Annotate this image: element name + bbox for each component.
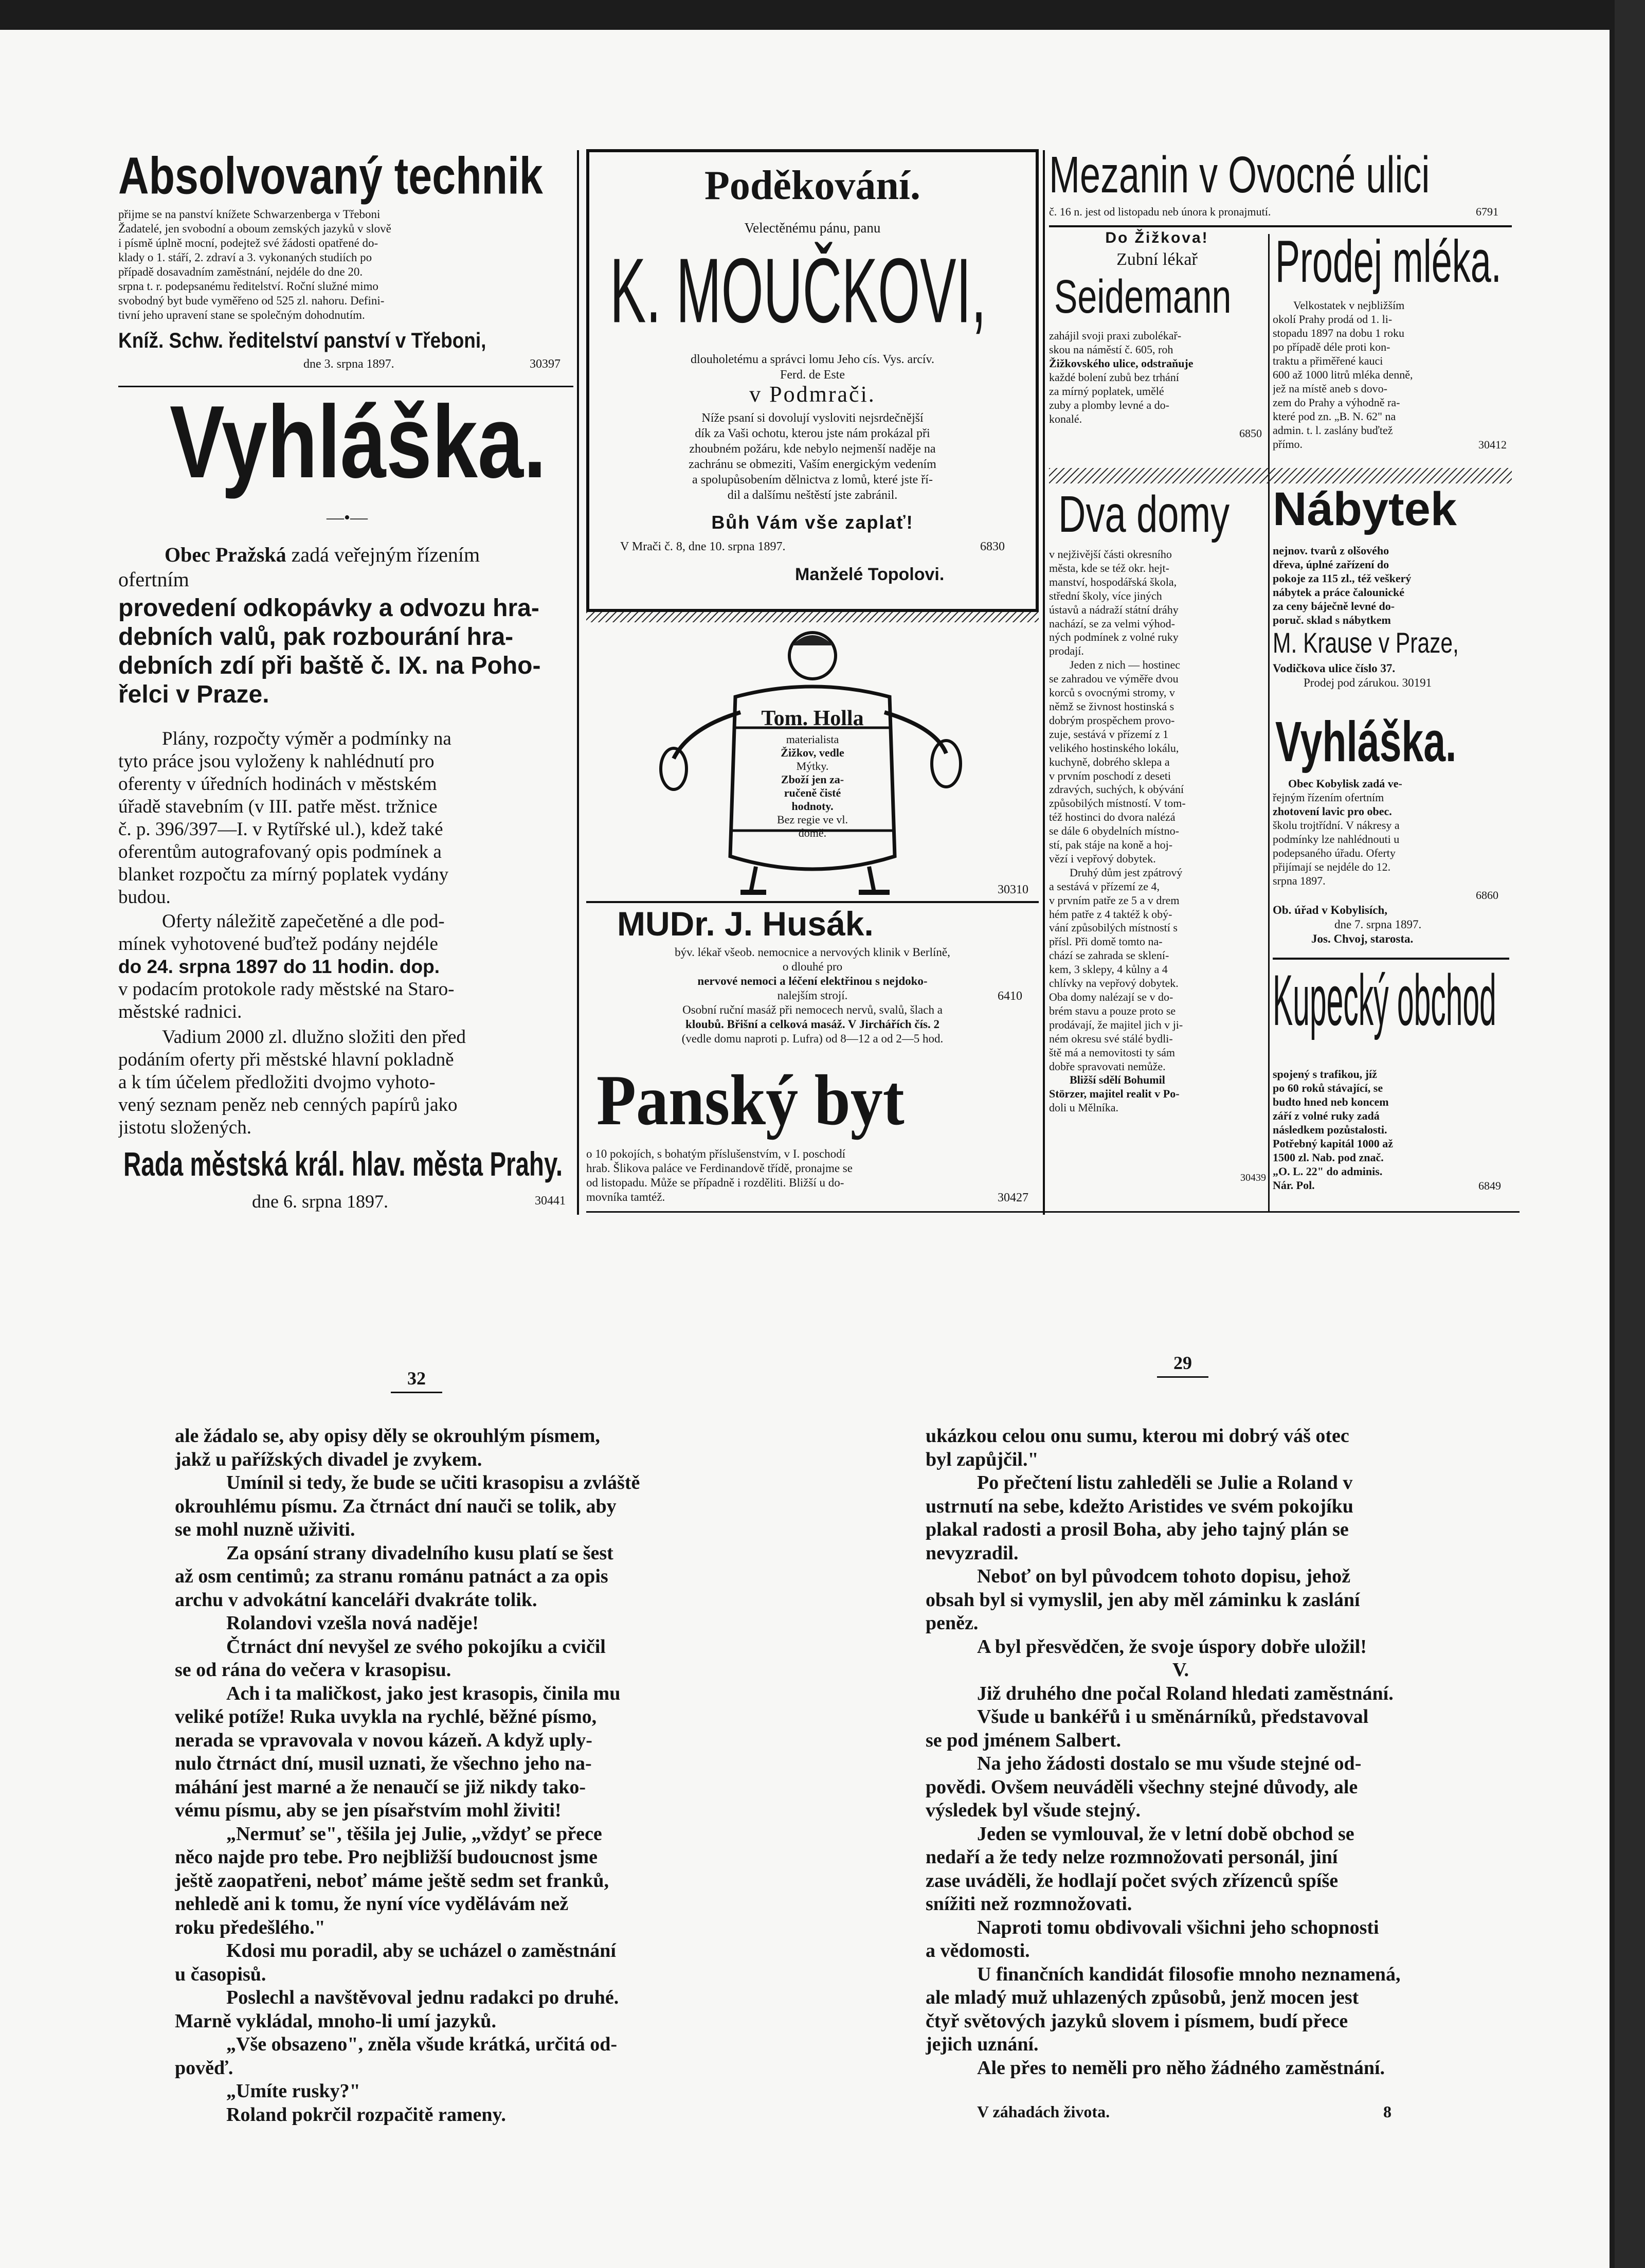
ad-salutation: Velectěnému pánu, panu xyxy=(744,220,881,236)
ad-date: dne 6. srpna 1897. xyxy=(252,1191,388,1212)
ad-line: přísl. Při domě tomto na- xyxy=(1049,935,1163,948)
text-line: povědi. Ovšem neuváděli všechny stejné důvody, ale xyxy=(926,1776,1358,1798)
ad-para xyxy=(118,728,451,909)
ad-line: přijme se na panství knížete Schwarzenberga v Třeboni xyxy=(118,208,381,221)
ad-line: nejnov. tvarů z olšového xyxy=(1273,544,1389,557)
ad-body xyxy=(1273,544,1411,627)
text-line: máhání jest marné a že nenaučí se již nikdy tako- xyxy=(175,1776,586,1798)
ad-line: září z volné ruky zadá xyxy=(1273,1109,1380,1122)
ad-line: prodávají, že majitel jich v ji- xyxy=(1049,1018,1183,1031)
ad-seidemann xyxy=(1049,229,1268,458)
novel-text xyxy=(926,1425,1400,2080)
text-line: se mohl nuzně uživiti. xyxy=(175,1519,355,1540)
ad-line: nalejším strojí. xyxy=(777,989,848,1002)
ad-line: dlouholetému a správci lomu Jeho cís. Vys. arcív. xyxy=(691,353,934,366)
ad-heading: Poděkování. xyxy=(704,163,921,208)
ad-line: 1500 zl. Nab. pod znač. xyxy=(1273,1151,1384,1164)
ad-line: i písmě úplně mocní, podejtež své žádosti opatřené do- xyxy=(118,237,378,249)
ad-line: po 60 roků stávající, se xyxy=(1273,1082,1383,1094)
ad-line: způsobilých místností. V tom- xyxy=(1049,797,1186,810)
ad-line: Potřebný kapitál 1000 až xyxy=(1273,1137,1394,1150)
text-line: peněz. xyxy=(926,1612,979,1634)
ad-signature: Jos. Chvoj, starosta. xyxy=(1311,932,1414,945)
ad-line: němž se živnost hostinská s xyxy=(1049,699,1174,713)
text-line: výsledek byl všude stejný. xyxy=(926,1799,1141,1821)
ad-line: dobře spravovati nemůže. xyxy=(1049,1059,1166,1073)
ad-nabytek xyxy=(1273,486,1509,710)
ad-line: města, kde se též okr. hejt- xyxy=(1049,561,1169,574)
ad-signature: Rada městská král. hlav. města Prahy. xyxy=(123,1145,563,1183)
page-number: 32 xyxy=(407,1368,426,1389)
ad-body xyxy=(1273,1067,1393,1192)
ad-line: „O. L. 22" do adminis. xyxy=(1273,1165,1383,1178)
ad-line: nervové nemoci a léčení elektřinou s nejdoko- xyxy=(697,975,928,987)
ad-holla xyxy=(586,625,1039,903)
ad-code: 30310 xyxy=(998,883,1028,896)
page-footer-number: 8 xyxy=(1383,2102,1391,2121)
text-line: nedaří a že tedy nelze rozmnožovati personál, jiní xyxy=(926,1846,1338,1868)
ad-line: o dlouhé pro xyxy=(782,960,843,973)
ad-heading: Vyhláška. xyxy=(170,388,547,499)
ad-body xyxy=(118,207,571,322)
text-line: „Vše obsazeno", zněla všude krátká, určitá od- xyxy=(226,2033,617,2055)
ad-line: o 10 pokojích, s bohatým příslušenstvím, v I. poschodí xyxy=(586,1147,846,1160)
ad-body xyxy=(740,733,884,840)
page-number-underline xyxy=(391,1392,442,1393)
ad-code: 30412 xyxy=(1478,438,1507,451)
ad-heading: Mezanin v Ovocné ulici xyxy=(1049,147,1430,204)
ad-line: jistotu složených. xyxy=(118,1117,251,1138)
text-line: ustrnutí na sebe, kdežto Aristides ve svém pokojíku xyxy=(926,1495,1353,1517)
ad-header: Do Žižkova! xyxy=(1105,229,1209,246)
novel-page-left xyxy=(175,1368,740,2150)
ad-line: zuby a plomby levné a do- xyxy=(1049,399,1169,411)
ad-husak xyxy=(586,905,1039,1059)
ad-line: kuchyně, dobrého sklepa a xyxy=(1049,755,1170,768)
ad-line: Bez regie ve vl. xyxy=(776,813,848,826)
ad-line: ště má a nemovitosti ty sám xyxy=(1049,1046,1176,1059)
ad-line: jež na místě aneb s dovo- xyxy=(1273,382,1387,395)
ad-line: přímo. xyxy=(1273,438,1303,451)
ad-line: Mýtky. xyxy=(796,760,829,772)
ad-line: a spolupůsobením dělnictva z lomů, které jste ří- xyxy=(692,473,933,487)
text-line: u časopisů. xyxy=(175,1963,266,1985)
ad-body xyxy=(1049,329,1194,426)
ad-warranty-text: Prodej pod zárukou. xyxy=(1304,676,1399,689)
text-line: čtyř světových jazyků slovem i písmem, budí přece xyxy=(926,2010,1348,2032)
text-line: Roland pokrčil rozpačitě rameny. xyxy=(226,2103,506,2126)
ad-vyhlaska-praha xyxy=(118,388,576,1216)
ad-line: brém stavu a pouze proto se xyxy=(1049,1004,1176,1017)
text-line: nulo čtrnáct dní, musil uznati, že všechno jeho na- xyxy=(175,1753,592,1774)
ad-line: též hostinci do dvora nalézá xyxy=(1049,811,1176,824)
ad-body xyxy=(586,945,1039,1046)
ad-technik xyxy=(118,147,573,383)
ad-blessing: Bůh Vám vše zaplať! xyxy=(711,512,914,533)
ad-pansky-byt xyxy=(586,1059,1039,1214)
ad-heading: MUDr. J. Husák. xyxy=(617,905,874,943)
ornament: —•— xyxy=(327,508,368,527)
ad-line: vězí i vepřový dobytek. xyxy=(1049,852,1156,865)
text-line: Umínil si tedy, že bude se učiti krasopisu a zvláště xyxy=(226,1472,640,1493)
text-line: Rolandovi vzešla nová naděje! xyxy=(226,1612,479,1634)
ad-line: kem, 3 sklepy, 4 kůlny a 4 xyxy=(1049,963,1168,976)
ad-line: Níže psaní si dovolují vysloviti nejsrdečnější xyxy=(701,411,924,425)
ad-line: srpna 1897. xyxy=(1273,874,1326,887)
hatched-band xyxy=(1049,468,1512,483)
hatched-band xyxy=(586,612,1039,622)
ad-dva-domy xyxy=(1049,486,1268,1214)
ad-line: zhoubném požáru, kde nebylo nejmenší naděje na xyxy=(689,442,936,456)
ad-line: hrab. Šlikova paláce ve Ferdinandově třídě, pronajme se xyxy=(586,1162,853,1175)
ad-line: č. p. 396/397—I. v Rytířské ul.), kdež také xyxy=(118,819,443,840)
ad-line: pokoje za 115 zl., též veškerý xyxy=(1273,572,1412,585)
ad-line: skou na náměstí č. 605, roh xyxy=(1049,343,1173,356)
ad-name: M. Krause v Praze, xyxy=(1273,626,1459,659)
text-line: Naproti tomu obdivovali všichni jeho schopnosti xyxy=(977,1916,1379,1938)
ad-line: školu trojtřídní. V nákresy a xyxy=(1273,819,1400,832)
ad-line: debních valů, pak rozbourání hra- xyxy=(118,623,514,651)
text-line: pověď. xyxy=(175,2057,233,2079)
ad-line: v prvním patře ze 5 a v drem xyxy=(1049,893,1180,907)
ad-line: každé bolení zubů bez trhání xyxy=(1049,371,1179,384)
ad-para xyxy=(118,1026,466,1139)
text-line: byl zapůjčil." xyxy=(926,1448,1039,1470)
text-line: „Umíte rusky?" xyxy=(226,2080,360,2102)
ad-line: 600 až 1000 litrů mléka denně, xyxy=(1273,368,1413,381)
ad-body xyxy=(589,410,1036,503)
ad-line: (vedle domu naproti p. Lufra) od 8—12 a od 2—5 hod. xyxy=(681,1032,944,1045)
ad-line: dobrým prospěchem provo- xyxy=(1049,713,1175,727)
ad-code: 30427 xyxy=(998,1191,1028,1204)
ad-line: zuje, sestává v přízemí z 1 xyxy=(1049,727,1169,741)
ad-line: hém patře z 4 taktéž k obý- xyxy=(1049,907,1172,921)
page-footer-title: V záhadách života. xyxy=(977,2102,1110,2121)
ad-line: podmínky lze nahlédnouti u xyxy=(1273,833,1400,845)
ad-line: oferentům autografovaný opis podmínek a xyxy=(118,841,442,862)
ad-lead-2: ofertním xyxy=(118,568,189,591)
ad-date: dne 7. srpna 1897. xyxy=(1334,918,1422,931)
ad-line: srpna t. r. podepsanému ředitelství. Roční služné mimo xyxy=(118,280,378,293)
ad-heading: Vyhláška. xyxy=(1275,712,1457,773)
ad-line: zdravých, suchých, k obývání xyxy=(1049,783,1184,796)
ad-line: Osobní ruční masáž při nemocech nervů, svalů, šlach a xyxy=(682,1003,943,1016)
ad-line: blanket rozpočtu za mírný poplatek vydány xyxy=(118,864,449,885)
ad-line: oferenty v úředních hodinách v městském xyxy=(118,773,437,795)
ad-body xyxy=(1049,548,1186,1115)
ad-line: vání způsobilých místností s xyxy=(1049,921,1178,934)
ad-line: za ceny báječně levné do- xyxy=(1273,600,1395,613)
ad-line: dík za Vaši ochotu, kterou jste nám prokázal při xyxy=(695,427,930,440)
ad-line: Žadatelé, jen svobodní a oboum zemských jazyků v slově xyxy=(118,222,391,235)
ad-line: poruč. sklad s nábytkem xyxy=(1273,614,1391,626)
ad-heading: Absolvovaný technik xyxy=(118,147,543,205)
ad-mleka xyxy=(1273,229,1509,463)
ad-line: se zahradou ve výměře dvou xyxy=(1049,672,1179,686)
ad-line: po případě déle proti kon- xyxy=(1273,340,1390,353)
text-line: nevyzradil. xyxy=(926,1542,1019,1564)
text-line: Ach i ta maličkost, jako jest krasopis, činila mu xyxy=(226,1682,621,1704)
ad-line: městské radnici. xyxy=(118,1001,242,1022)
ad-line: řejným řízením ofertním xyxy=(1273,791,1384,804)
ad-title: Zubní lékař xyxy=(1116,250,1198,269)
ad-line: spojený s trafikou, jíž xyxy=(1273,1068,1377,1081)
ad-line: Bližší sdělí Bohumil xyxy=(1070,1073,1165,1087)
ad-line: podáním oferty při městské hlavní pokladně xyxy=(118,1049,454,1070)
ad-line: Störzer, majitel realit v Po- xyxy=(1049,1087,1180,1101)
ad-line: ručeně čisté xyxy=(784,786,841,799)
ad-line: zachránu se obmeziti, Vaším energickým vedením xyxy=(689,458,936,471)
text-line: A byl přesvědčen, že svoje úspory dobře uložil! xyxy=(977,1635,1367,1658)
ad-name: K. MOUČKOVI, xyxy=(610,239,987,343)
ad-line: provedení odkopávky a odvozu hra- xyxy=(118,595,539,622)
ad-line: manství, hospodářská škola, xyxy=(1049,575,1177,588)
ad-line: zahájil svoji praxi zubolékař- xyxy=(1049,329,1182,342)
ad-lead-rest: zadá veřejným řízením xyxy=(291,543,480,566)
ad-code: 30191 xyxy=(1402,676,1432,689)
ad-code: 6849 xyxy=(1478,1179,1501,1192)
ad-line: které pod zn. „B. N. 62" na xyxy=(1273,410,1396,423)
ad-line: Druhý dům jest zpátrový xyxy=(1070,866,1183,879)
ad-lead-bold: Obec Pražská xyxy=(165,543,286,566)
novel-text xyxy=(175,1425,640,2127)
text-line: veliké potíže! Ruka uvykla na rychlé, běžné písmo, xyxy=(175,1706,597,1727)
ad-line: v nejživější části okresního xyxy=(1049,548,1172,561)
ad-line: chlívky na vepřový dobytek. xyxy=(1049,977,1179,990)
ad-line: Žižkovského ulice, odstraňuje xyxy=(1049,357,1194,370)
ad-heading: Dva domy xyxy=(1058,486,1230,543)
text-line: V. xyxy=(1172,1659,1189,1681)
ad-line: Žižkov, vedle xyxy=(781,746,844,759)
ad-date: dne 3. srpna 1897. xyxy=(303,357,394,371)
text-line: něco najde pro tebe. Pro nejbližší budoucnost jsme xyxy=(175,1846,598,1868)
ad-lead xyxy=(165,543,480,567)
text-line: jakž u pařížských divadel je zvykem. xyxy=(175,1448,482,1470)
ad-line: následkem pozůstalosti. xyxy=(1273,1123,1387,1136)
ad-line: nábytek a práce čalounické xyxy=(1273,586,1405,599)
ad-line: za mírný poplatek, umělé xyxy=(1049,385,1164,398)
page-number: 29 xyxy=(1173,1353,1192,1373)
text-line: jejich uznání. xyxy=(926,2033,1039,2055)
text-line: archu v advokátní kanceláři dvakráte tolik. xyxy=(175,1589,537,1611)
ad-line: konalé. xyxy=(1049,412,1082,425)
ad-line: Oferty náležitě zapečetěné a dle pod- xyxy=(162,911,445,932)
ad-line: mínek vyhotovené buďtež podány nejdéle xyxy=(118,933,438,955)
ad-line: přijímají se nejdéle do 12. xyxy=(1273,860,1391,873)
ad-line: Ferd. de Este xyxy=(780,368,845,382)
text-line: ale mladý muž uhlazených způsobů, jenž mocen jest xyxy=(926,1987,1359,2008)
ad-line: střední školy, více jiných xyxy=(1049,589,1162,602)
ad-heading: Panský byt xyxy=(596,1060,905,1140)
ad-line: vený seznam peněz neb cenných papírů jako xyxy=(118,1094,458,1115)
text-line: Jeden se vymlouval, že v letní době obchod se xyxy=(977,1823,1354,1845)
ad-line: prodají. xyxy=(1049,644,1084,658)
text-line: Všude u bankéřů i u směnárníků, představoval xyxy=(977,1706,1369,1727)
text-line: nerada se vpravovala v novou kázeň. A když uply- xyxy=(175,1729,592,1751)
ad-line: a k tím účelem předložiti dvojmo vyhoto- xyxy=(118,1072,436,1093)
ad-line: okolí Prahy prodá od 1. li- xyxy=(1273,313,1393,326)
text-line: nehledě ani k tomu, že nyní více vydělávám než xyxy=(175,1893,569,1915)
ad-line: zhotovení lavic pro obec. xyxy=(1273,805,1392,818)
text-line: Ale přes to neměli pro něho žádného zaměstnání. xyxy=(977,2057,1385,2079)
ad-line: doli u Mělníka. xyxy=(1049,1101,1119,1114)
ad-line: v prvním poschodí z deseti xyxy=(1049,769,1171,782)
ad-podekovani xyxy=(586,149,1039,612)
ad-code: 6830 xyxy=(980,540,1005,553)
ad-heading: Prodej mléka. xyxy=(1275,229,1502,295)
text-line: okrouhlému písmu. Za čtrnáct dní nauči se tolik, aby xyxy=(175,1495,617,1517)
ad-line: do 24. srpna 1897 do 11 hodin. dop. xyxy=(118,956,440,977)
text-line: Za opsání strany divadelního kusu platí se šest xyxy=(226,1542,613,1564)
ad-body xyxy=(586,1147,853,1204)
ad-line: movníka tamtéž. xyxy=(586,1191,665,1203)
ad-divider xyxy=(118,386,573,387)
ad-heading: Kupecký obchod xyxy=(1273,962,1496,1040)
ad-code: 6410 xyxy=(998,989,1022,1003)
ad-line: materialista xyxy=(786,733,839,746)
ad-line: ném okresu své stálé bydli- xyxy=(1049,1032,1173,1045)
ad-line: Nár. Pol. xyxy=(1273,1179,1315,1192)
text-line: snížiti než rozmnožovati. xyxy=(926,1893,1132,1915)
ad-line: svobodný byt bude vyměřeno od 525 zl. nahoru. Defini- xyxy=(118,294,385,307)
text-line: Čtrnáct dní nevyšel ze svého pokojíku a cvičil xyxy=(226,1635,606,1658)
ad-line: se dále 6 obydelních místno- xyxy=(1049,824,1179,838)
text-line: ukázkou celou onu sumu, kterou mi dobrý váš otec xyxy=(926,1425,1349,1447)
ad-line: úřadě stavebním (v III. patře měst. tržnice xyxy=(118,796,438,817)
ad-line: hodnoty. xyxy=(791,800,834,813)
text-line: „Nermuť se", těšila jej Julie, „vždyť se přece xyxy=(226,1823,602,1845)
ad-kupecky xyxy=(1273,962,1509,1214)
ad-line: Plány, rozpočty výměr a podmínky na xyxy=(162,728,451,749)
ad-line: traktu a přiměřené kauci xyxy=(1273,354,1383,367)
ad-name: Seidemann xyxy=(1054,271,1232,323)
ad-line: Jeden z nich — hostinec xyxy=(1070,658,1181,672)
text-line: plakal radosti a prosil Boha, aby jeho tajný plán se xyxy=(926,1519,1349,1540)
ad-line: admin. t. l. zaslány buďtež xyxy=(1273,424,1393,437)
ad-vyhlaska-kobylisy xyxy=(1273,712,1509,954)
text-line: roku předešlého." xyxy=(175,1916,326,1938)
text-line: a vědomosti. xyxy=(926,1940,1030,1961)
ad-signature: Ob. úřad v Kobylisích, xyxy=(1273,904,1388,916)
ad-line: Oba domy nalézají se v do- xyxy=(1049,991,1173,1003)
column-rule xyxy=(1268,234,1270,1211)
ad-line: dřeva, úplné zařízení do xyxy=(1273,558,1389,571)
ad-line: od listopadu. Může se případně i rozděliti. Bližší u do- xyxy=(586,1176,844,1189)
ad-line: v podacím protokole rady městské na Staro- xyxy=(118,979,455,1000)
ad-line: ných podmínek z volné ruky xyxy=(1049,631,1179,644)
text-line: Neboť on byl původcem tohoto dopisu, jehož xyxy=(977,1565,1351,1587)
ad-line: stí, pak stáje na koně a hoj- xyxy=(1049,838,1173,852)
ad-body xyxy=(1273,777,1402,888)
text-line: Poslechl a navštěvoval jednu radakci po druhé. xyxy=(226,1987,619,2008)
ad-heading: Nábytek xyxy=(1273,486,1457,535)
ad-subject xyxy=(118,594,540,709)
ad-divider xyxy=(1273,958,1509,960)
text-line: Po přečtení listu zahleděli se Julie a Roland v xyxy=(977,1472,1353,1493)
ad-line: ústavů a nádraží státní dráhy xyxy=(1049,603,1179,616)
ad-line: případě dosavadním zaměstnání, nejdéle do dne 20. xyxy=(118,265,363,278)
text-line: ještě zaopatřeni, neboť máme ještě sedm set franků, xyxy=(175,1869,609,1892)
ad-line: býv. lékař všeob. nemocnice a nervových klinik v Berlíně, xyxy=(675,946,950,959)
ad-line: nachází, se za velmi výhod- xyxy=(1049,617,1175,630)
ad-line: budto hned neb koncem xyxy=(1273,1095,1389,1108)
text-line: se od rána do večera v krasopisu. xyxy=(175,1659,451,1681)
ad-code: 6850 xyxy=(1239,427,1262,440)
column-rule xyxy=(577,150,579,1215)
text-line: až osm centimů; za stranu románu patnáct a za opis xyxy=(175,1565,608,1587)
text-line: U finančních kandidát filosofie mnoho neznamená, xyxy=(977,1963,1401,1985)
ad-line: Vadium 2000 zl. dlužno složiti den před xyxy=(162,1027,466,1048)
ad-line: debních zdí při baště č. IX. na Poho- xyxy=(118,652,541,679)
text-line: Marně vykládal, mnoho-li umí jazyků. xyxy=(175,2010,496,2032)
ad-signature: Manželé Topolovi. xyxy=(795,565,945,584)
column-rule xyxy=(1043,150,1045,1215)
ad-line: a sestává v přízemí ze 4, xyxy=(1049,879,1160,893)
ad-line: velikého hostinského lokálu, xyxy=(1049,741,1179,754)
ad-line: řelci v Praze. xyxy=(118,681,269,708)
text-line: zase uváděli, že hodlají počet svých zřízenců spíše xyxy=(926,1869,1339,1892)
ad-code: 30439 xyxy=(1240,1172,1266,1183)
ad-line: klady o 1. stáří, 2. zdraví a 3. vykonaných studiích po xyxy=(118,251,372,264)
ad-name: Tom. Holla xyxy=(761,707,864,730)
ad-body xyxy=(1273,298,1413,451)
ad-line: Obec Kobylisk zadá ve- xyxy=(1288,777,1402,790)
ad-line: podepsaného úřadu. Oferty xyxy=(1273,847,1396,859)
text-line: ale žádalo se, aby opisy děly se okrouhlým písmem, xyxy=(175,1425,600,1447)
text-line: Již druhého dne počal Roland hledati zaměstnání. xyxy=(977,1682,1394,1704)
ad-divider xyxy=(1049,225,1512,227)
ad-line: zem do Prahy a výhodně ra- xyxy=(1273,396,1400,409)
ad-place-date: V Mrači č. 8, dne 10. srpna 1897. xyxy=(620,540,786,553)
ad-line: chází se zahrada se sklení- xyxy=(1049,949,1169,962)
text-line: obsah byl si vymyslil, jen aby měl záminku k zaslání xyxy=(926,1589,1360,1611)
ad-line: tivní jeho upravení stane se společným dohodnutím. xyxy=(118,309,365,321)
text-line: se pod jménem Salbert. xyxy=(926,1729,1121,1751)
ad-line: domě. xyxy=(798,826,827,839)
text-line: Kdosi mu poradil, aby se ucházel o zaměstnání xyxy=(226,1940,616,1961)
novel-page-right xyxy=(926,1353,1471,2139)
ad-address: Vodičkova ulice číslo 37. xyxy=(1273,662,1396,675)
ad-line: korců s ovocnými stromy, v xyxy=(1049,686,1175,699)
scan-edge xyxy=(1615,0,1645,2268)
text-line: vému písmu, aby se jen písařstvím mohl živiti! xyxy=(175,1799,562,1821)
page-number-underline xyxy=(1157,1376,1208,1378)
ad-code: 30397 xyxy=(530,357,561,371)
ad-divider xyxy=(586,901,1039,903)
ad-code: 6791 xyxy=(1476,205,1498,218)
ad-warranty xyxy=(1304,675,1432,691)
ad-signature: Kníž. Schw. ředitelství panství v Třeboni, xyxy=(118,328,486,352)
ad-line: Velkostatek v nejbližším xyxy=(1293,299,1405,312)
ad-line: dil a dalšímu neštěstí jste zabránil. xyxy=(727,489,898,502)
ad-code: 30441 xyxy=(535,1194,566,1208)
ad-mezanin xyxy=(1049,147,1512,224)
ad-line: budou. xyxy=(118,887,171,908)
ad-line: Zboží jen za- xyxy=(781,773,844,786)
ad-line: stopadu 1897 na dobu 1 roku xyxy=(1273,327,1405,339)
ad-line: kloubů. Břišní a celková masáž. V Jirchářích čís. 2 xyxy=(685,1018,939,1031)
ad-line: v Podmrači. xyxy=(749,382,876,407)
ad-line: č. 16 n. jest od listopadu neb února k pronajmutí. xyxy=(1049,205,1271,218)
ad-line: tyto práce jsou vyloženy k nahlédnutí pro xyxy=(118,751,435,772)
ad-code: 6860 xyxy=(1476,889,1498,902)
text-line: Na jeho žádosti dostalo se mu všude stejné od- xyxy=(977,1753,1362,1774)
ad-para xyxy=(118,910,455,1023)
